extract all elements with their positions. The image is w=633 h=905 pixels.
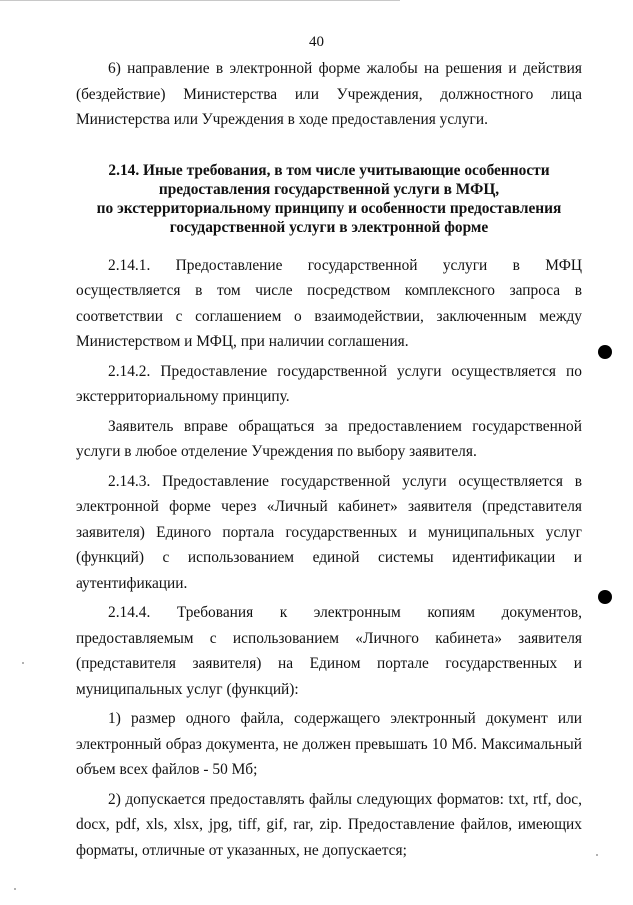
top-edge-line [0,0,400,1]
section-heading-line: по экстерриториальному принципу и особенности предоставления [96,199,562,217]
paragraph-2-14-2: 2.14.2. Предоставление государственной услуги осуществляется по экстерриториальному принципу. [76,362,582,405]
punch-hole-mark [598,590,612,604]
scan-speck [22,662,24,664]
paragraph-item-6: 6) направление в электронной форме жалобы на решения и действия (бездействие) Министерства или Учреждения, должностного лица Министерства или Учреждения в ходе предоставления услуги. [76,60,582,128]
section-heading-line: 2.14. Иные требования, в том числе учитывающие особенности [108,161,550,179]
section-heading-line: государственной услуги в электронной форме [169,218,489,236]
paragraph-2-14-1: 2.14.1. Предоставление государственной услуги в МФЦ осуществляется в том числе посредством комплексного запроса в соответствии с соглашением о взаимодействии, заключенным между Министерством и МФЦ, при наличии соглашения. [76,256,582,350]
punch-hole-mark [598,345,612,359]
page-number: 40 [309,34,324,50]
section-heading-line: предоставления государственной услуги в МФЦ, [158,180,500,198]
paragraph-2-14-3: 2.14.3. Предоставление государственной услуги осуществляется в электронной форме через «Личный кабинет» заявителя (представителя заявителя) Единого портала государственных и муниципальных услуг (функций) с использованием единой системы идентификации и аутентификации. [76,472,582,592]
paragraph-file-size: 1) размер одного файла, содержащего электронный документ или электронный образ документа, не должен превышать 10 Мб. Максимальный объем всех файлов - 50 Мб; [76,710,582,778]
paragraph-applicant-right: Заявитель вправе обращаться за предоставлением государственной услуги в любое отделение Учреждения по выбору заявителя. [76,417,582,460]
paragraph-file-formats: 2) допускается предоставлять файлы следующих форматов: txt, rtf, doc, docx, pdf, xls, xlsx, jpg, tiff, gif, rar, zip. Предоставление файлов, имеющих форматы, отличные от указанных, не допускается; [76,790,582,859]
scan-speck [596,854,598,856]
paragraph-2-14-4: 2.14.4. Требования к электронным копиям документов, предоставляемым с использованием «Личного кабинета» заявителя (представителя заявителя) на Едином портале государственных и муниципальных услуг (функций): [76,604,582,698]
section-heading-2-14 [76,161,582,237]
page-body [76,56,582,863]
scan-speck [14,888,16,890]
